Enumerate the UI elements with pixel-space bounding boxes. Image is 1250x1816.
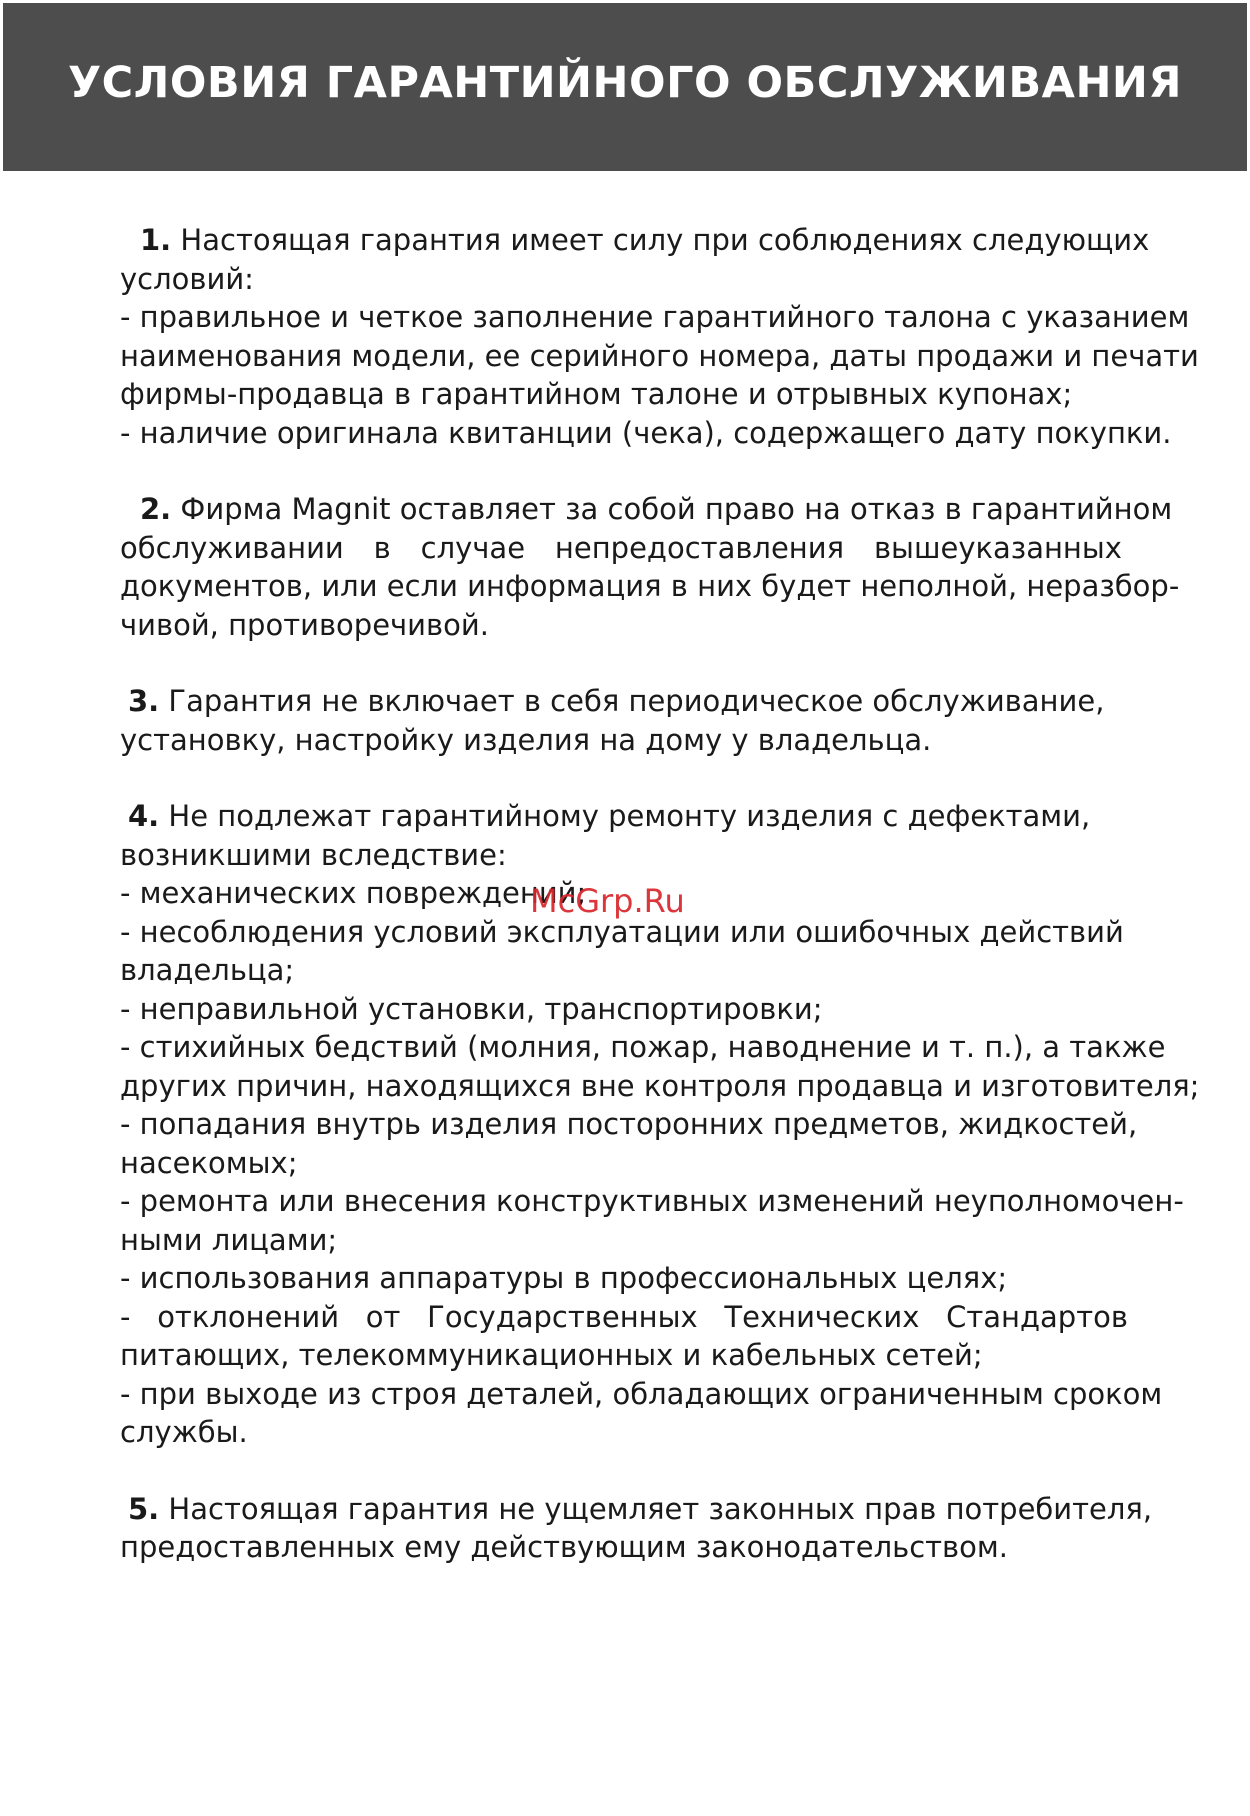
- section-number: 5.: [128, 1491, 160, 1526]
- text-line: питающих, телекоммуникационных и кабельных сетей;: [120, 1338, 983, 1372]
- section-number: 3.: [128, 684, 160, 718]
- word: непредоставления: [554, 530, 845, 565]
- section-text: Фирма Magnit оставляет за собой право на отказ в гарантийном: [171, 492, 1173, 526]
- section-3: [120, 682, 1155, 759]
- justified-line: [120, 1298, 1128, 1337]
- word: обслуживании: [120, 530, 344, 565]
- word: Технических: [724, 1299, 920, 1334]
- text-line: - наличие оригинала квитанции (чека), содержащего дату покупки.: [120, 415, 1172, 450]
- word: от: [365, 1299, 401, 1334]
- text-line: установку, настройку изделия на дому у владельца.: [120, 722, 932, 757]
- text-line: чивой, противоречивой.: [120, 607, 489, 642]
- text-line: - стихийных бедствий (молния, пожар, наводнение и т. п.), а также: [120, 1030, 1166, 1064]
- word: отклонений: [157, 1299, 340, 1334]
- section-text: Настоящая гарантия не ущемляет законных прав потребителя,: [159, 1491, 1153, 1526]
- text-line: документов, или если информация в них будет неполной, неразбор-: [120, 569, 1180, 603]
- text-line: службы.: [120, 1415, 248, 1449]
- section-5-first-line: [120, 1490, 1155, 1529]
- section-text: Настоящая гарантия имеет силу при соблюдениях следующих: [171, 223, 1150, 257]
- text-line: - попадания внутрь изделия посторонних предметов, жидкостей,: [120, 1107, 1138, 1141]
- section-1: [120, 221, 1199, 452]
- page-title: УСЛОВИЯ ГАРАНТИЙНОГО ОБСЛУЖИВАНИЯ: [67, 58, 1183, 108]
- watermark: McGrp.Ru: [530, 882, 685, 920]
- text-line: других причин, находящихся вне контроля продавца и изготовителя;: [120, 1068, 1200, 1103]
- word: Государственных: [427, 1299, 698, 1334]
- text-line: - несоблюдения условий эксплуатации или ошибочных действий: [120, 914, 1124, 949]
- justified-line: [120, 529, 1122, 568]
- word: вышеуказанных: [873, 530, 1122, 565]
- word: в: [373, 530, 391, 565]
- section-2: [120, 490, 1180, 644]
- word: случае: [420, 530, 526, 565]
- section-number: 4.: [128, 799, 160, 833]
- word: Стандартов: [946, 1299, 1128, 1334]
- text-line: - неправильной установки, транспортировки;: [120, 991, 823, 1026]
- section-2-first-line: [120, 490, 1173, 529]
- text-line: ными лицами;: [120, 1222, 338, 1257]
- word: -: [120, 1299, 131, 1334]
- text-line: - использования аппаратуры в профессиональных целях;: [120, 1261, 1008, 1295]
- text-line: фирмы-продавца в гарантийном талоне и отрывных купонах;: [120, 377, 1073, 411]
- section-number: 2.: [140, 492, 172, 526]
- text-line: наименования модели, ее серийного номера, даты продажи и печати: [120, 338, 1199, 373]
- section-5: [120, 1490, 1155, 1567]
- text-line: возникшими вследствие:: [120, 837, 507, 872]
- text-line: насекомых;: [120, 1145, 298, 1180]
- page-header: [3, 3, 1247, 171]
- section-number: 1.: [140, 223, 172, 257]
- section-1-first-line: [120, 221, 1155, 260]
- section-3-first-line: [120, 682, 1155, 721]
- section-text: Не подлежат гарантийному ремонту изделия с дефектами,: [159, 799, 1091, 833]
- section-text: Гарантия не включает в себя периодическое обслуживание,: [159, 684, 1105, 718]
- text-line: владельца;: [120, 953, 295, 987]
- text-line: предоставленных ему действующим законодательством.: [120, 1530, 1008, 1564]
- text-line: - ремонта или внесения конструктивных изменений неуполномочен-: [120, 1184, 1184, 1218]
- text-line: - при выходе из строя деталей, обладающих ограниченным сроком: [120, 1376, 1163, 1411]
- text-line: - правильное и четкое заполнение гарантийного талона с указанием: [120, 300, 1190, 334]
- text-line: - механических повреждений;: [120, 876, 587, 910]
- text-line: условий:: [120, 261, 254, 296]
- section-4-first-line: [120, 797, 1155, 836]
